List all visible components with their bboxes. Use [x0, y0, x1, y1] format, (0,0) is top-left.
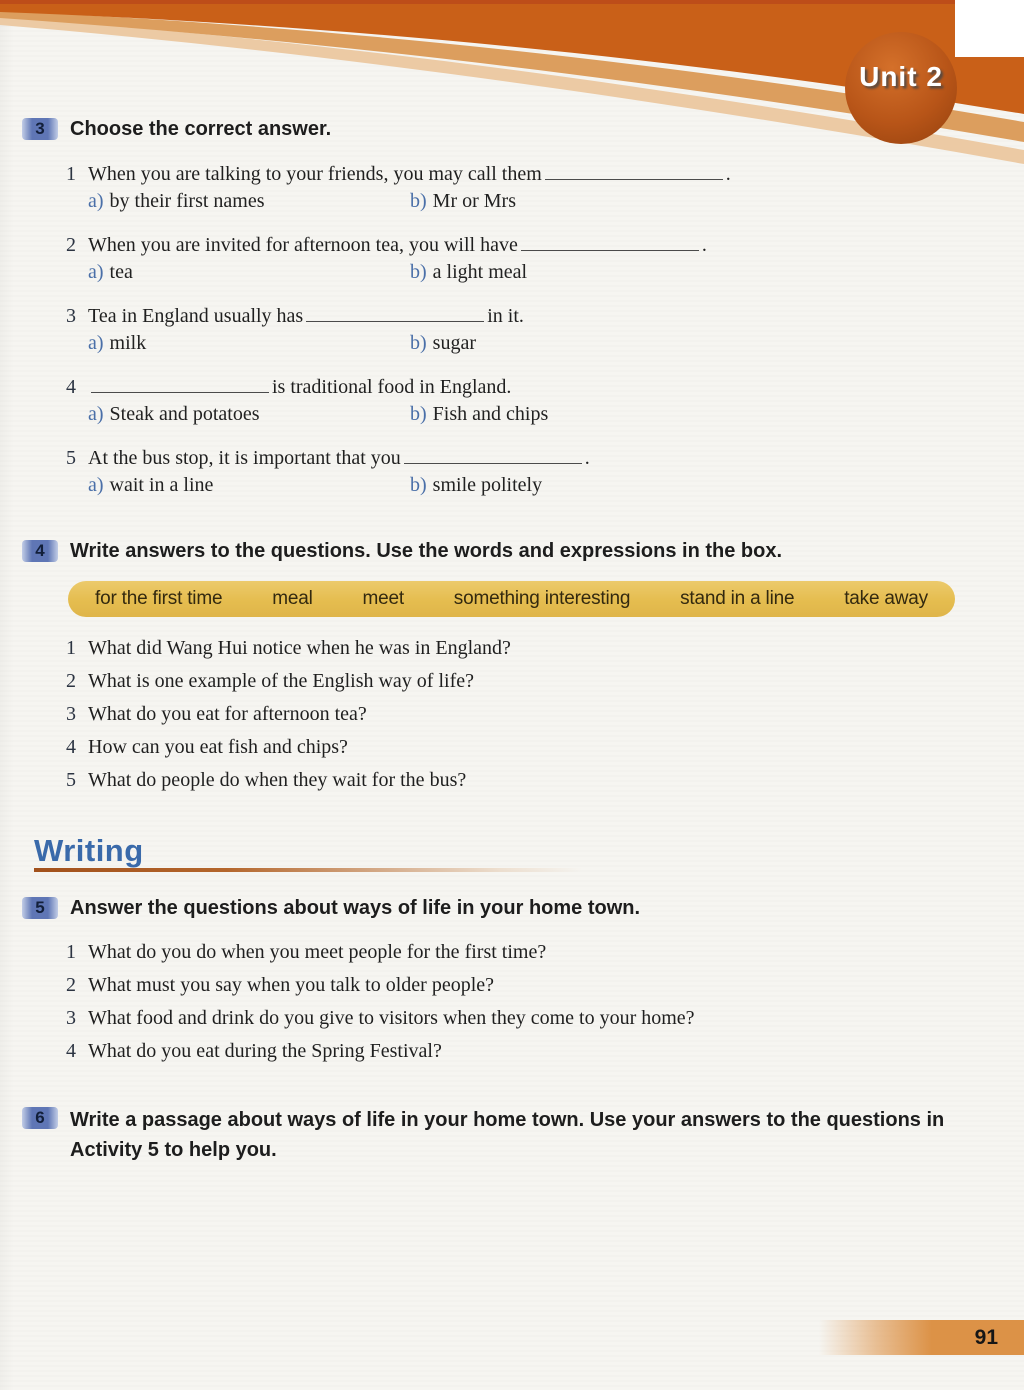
- word-box: [68, 581, 955, 617]
- option-a: [88, 401, 410, 428]
- question-line: [0, 161, 1024, 188]
- exercise-5-heading: [22, 895, 1024, 921]
- option-letter: b): [410, 403, 427, 425]
- question-text: How can you eat fish and chips?: [88, 736, 348, 758]
- option-text: smile politely: [432, 474, 543, 496]
- exercise-title: Answer the questions about ways of life in your home town.: [70, 897, 641, 919]
- question-text: When you are talking to your friends, you may call them: [88, 163, 542, 185]
- exercise-title: Write a passage about ways of life in your home town. Use your answers to the questions in Activity 5 to help you.: [70, 1109, 945, 1161]
- mc-question: [0, 232, 1024, 286]
- option-text: by their first names: [109, 190, 265, 212]
- option-text: Fish and chips: [432, 403, 549, 425]
- question-text-after: is traditional food in England.: [272, 376, 512, 398]
- word-box-item: stand in a line: [680, 588, 795, 609]
- option-b: [410, 188, 516, 215]
- exercise-4-heading: [22, 538, 1024, 564]
- mc-question: [0, 303, 1024, 357]
- exercise-5-questions: [0, 936, 1024, 1068]
- exercise-number-badge: 6: [22, 1107, 58, 1129]
- exercise-number-badge: 4: [22, 540, 58, 562]
- question-text-after: .: [725, 163, 731, 185]
- option-a: [88, 259, 410, 286]
- word-box-item: take away: [844, 588, 928, 609]
- question-line: [66, 764, 1024, 797]
- option-text: Mr or Mrs: [432, 190, 517, 212]
- word-box-item: meal: [272, 588, 313, 609]
- question-text-after: .: [701, 234, 707, 256]
- question-line: [66, 936, 1024, 969]
- question-line: [66, 1035, 1024, 1068]
- option-b: [410, 401, 548, 428]
- question-line: [0, 232, 1024, 259]
- option-letter: a): [88, 190, 104, 212]
- option-b: [410, 259, 527, 286]
- answer-blank: [545, 165, 723, 180]
- answer-blank: [404, 449, 582, 464]
- option-b: [410, 330, 476, 357]
- question-text: At the bus stop, it is important that you: [88, 447, 401, 469]
- question-line: [66, 969, 1024, 1002]
- exercise-number-badge: 3: [22, 118, 58, 140]
- question-number: 2: [66, 670, 76, 692]
- question-text: When you are invited for afternoon tea, you will have: [88, 234, 518, 256]
- question-number: 4: [66, 1040, 76, 1062]
- option-text: a light meal: [432, 261, 528, 283]
- exercise-6-heading: [22, 1105, 1024, 1165]
- option-text: Steak and potatoes: [109, 403, 260, 425]
- option-b: [410, 472, 542, 499]
- word-box-item: for the first time: [95, 588, 223, 609]
- word-box-item: something interesting: [453, 588, 631, 609]
- question-line: [66, 698, 1024, 731]
- exercise-3-heading: [22, 116, 1024, 142]
- option-letter: b): [410, 190, 427, 212]
- exercise-5: [0, 895, 1024, 1068]
- exercise-4: [0, 538, 1024, 797]
- question-text: What do you eat during the Spring Festival?: [88, 1040, 442, 1062]
- question-text: What do you eat for afternoon tea?: [88, 703, 367, 725]
- mc-question: [0, 374, 1024, 428]
- option-letter: a): [88, 332, 104, 354]
- option-letter: b): [410, 261, 427, 283]
- exercise-3: [0, 116, 1024, 499]
- question-text: What do you do when you meet people for the first time?: [88, 941, 547, 963]
- mc-question: [0, 445, 1024, 499]
- options-row: [0, 259, 1024, 286]
- exercise-number-badge: 5: [22, 897, 58, 919]
- question-number: 3: [66, 1007, 76, 1029]
- question-text: What do people do when they wait for the bus?: [88, 769, 467, 791]
- exercise-6: [0, 1105, 1024, 1165]
- option-a: [88, 188, 410, 215]
- question-text-after: in it.: [487, 305, 524, 327]
- question-text: What must you say when you talk to older people?: [88, 974, 495, 996]
- exercise-title: Write answers to the questions. Use the words and expressions in the box.: [70, 540, 783, 562]
- option-letter: a): [88, 261, 104, 283]
- question-line: [66, 731, 1024, 764]
- question-line: [0, 445, 1024, 472]
- options-row: [0, 472, 1024, 499]
- question-text: Tea in England usually has: [88, 305, 304, 327]
- page-number-bar: [819, 1320, 1024, 1355]
- question-text: What is one example of the English way of life?: [88, 670, 474, 692]
- answer-blank: [521, 236, 699, 251]
- question-number: 1: [66, 637, 76, 659]
- exercise-title: Choose the correct answer.: [70, 118, 332, 140]
- question-line: [0, 374, 1024, 401]
- question-line: [66, 665, 1024, 698]
- options-row: [0, 188, 1024, 215]
- option-text: tea: [109, 261, 133, 283]
- question-number: 2: [66, 234, 76, 256]
- options-row: [0, 330, 1024, 357]
- option-text: milk: [109, 332, 147, 354]
- word-box-item: meet: [362, 588, 404, 609]
- writing-section-heading: Writing: [34, 833, 144, 868]
- question-number: 3: [66, 305, 76, 327]
- question-line: [66, 1002, 1024, 1035]
- question-line: [0, 303, 1024, 330]
- question-number: 5: [66, 769, 76, 791]
- option-letter: b): [410, 332, 427, 354]
- question-text: What did Wang Hui notice when he was in England?: [88, 637, 511, 659]
- option-text: wait in a line: [109, 474, 214, 496]
- answer-blank: [306, 307, 484, 322]
- question-number: 4: [66, 376, 76, 398]
- question-number: 1: [66, 941, 76, 963]
- question-number: 5: [66, 447, 76, 469]
- page-number: 91: [974, 1325, 998, 1349]
- answer-blank: [91, 378, 269, 393]
- option-a: [88, 472, 410, 499]
- question-number: 4: [66, 736, 76, 758]
- writing-heading-underline: [34, 868, 582, 872]
- question-text-after: .: [584, 447, 590, 469]
- unit-badge-label: Unit 2: [859, 61, 943, 92]
- exercise-3-questions: [0, 161, 1024, 499]
- question-number: 2: [66, 974, 76, 996]
- question-line: [66, 632, 1024, 665]
- options-row: [0, 401, 1024, 428]
- option-letter: a): [88, 474, 104, 496]
- question-number: 3: [66, 703, 76, 725]
- question-number: 1: [66, 163, 76, 185]
- option-text: sugar: [432, 332, 476, 354]
- mc-question: [0, 161, 1024, 215]
- option-letter: b): [410, 474, 427, 496]
- question-text: What food and drink do you give to visitors when they come to your home?: [88, 1007, 695, 1029]
- option-a: [88, 330, 410, 357]
- exercise-4-questions: [0, 632, 1024, 797]
- option-letter: a): [88, 403, 104, 425]
